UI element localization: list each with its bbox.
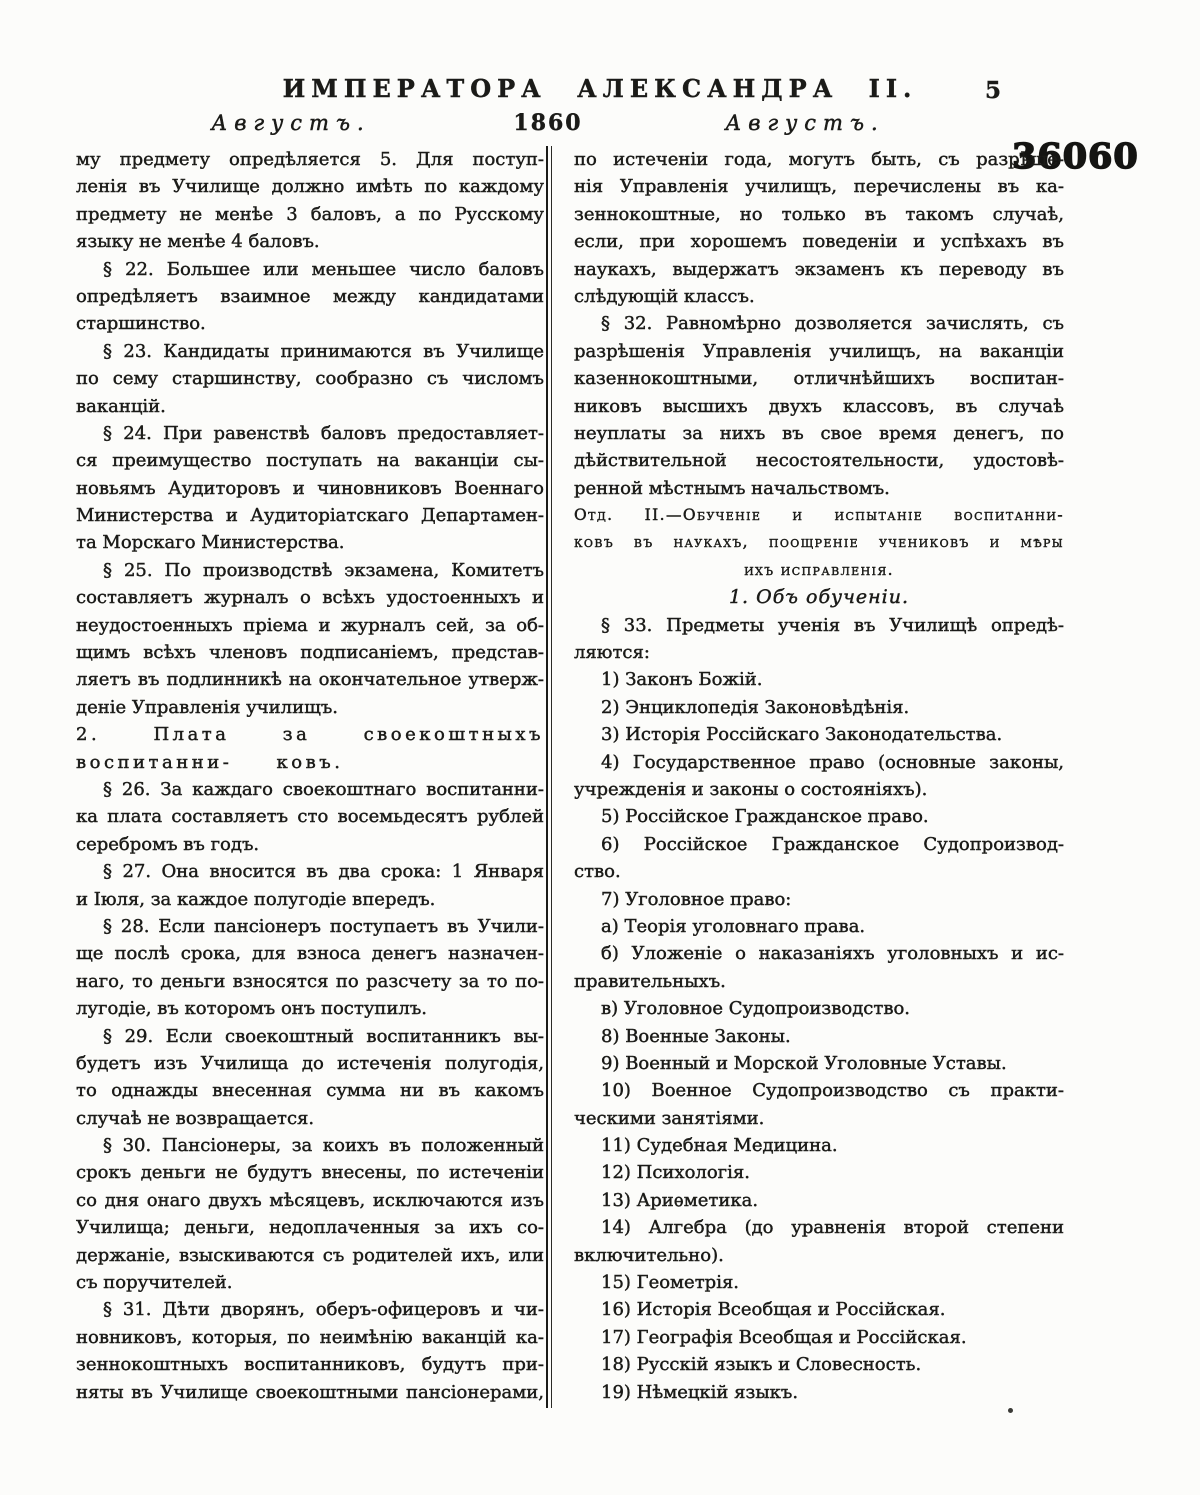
text-line: новниковъ, которыя, по неимѣнію ваканцій ка- bbox=[76, 1326, 544, 1348]
text-line: разрѣшенія Управленія училищъ, на ваканціи bbox=[574, 340, 1064, 362]
text-line: 9) Военный и Морской Уголовные Уставы. bbox=[601, 1052, 1007, 1074]
text-line: ваканцій. bbox=[76, 395, 166, 417]
text-line: ка плата составляетъ сто восемьдесятъ рублей bbox=[76, 806, 544, 828]
text-line: 13) Ариѳметика. bbox=[601, 1189, 759, 1211]
archive-stamp-number: 36060 bbox=[1012, 136, 1139, 177]
text-line: держаніе, взыскиваются съ родителей ихъ, или bbox=[76, 1244, 544, 1266]
text-line: съ поручителей. bbox=[76, 1272, 233, 1294]
text-line: му предмету опредѣляется 5. Для поступ- bbox=[76, 149, 544, 170]
text-line: правительныхъ. bbox=[574, 970, 726, 992]
text-line: а) Теорія уголовнаго права. bbox=[601, 915, 866, 937]
text-line: никовъ высшихъ двухъ классовъ, въ случаѣ bbox=[574, 395, 1064, 417]
text-line: § 29. Если своекоштный воспитанникъ вы- bbox=[103, 1025, 544, 1047]
text-line: 11) Судебная Медицина. bbox=[601, 1135, 838, 1157]
running-head-month-right: Августъ. bbox=[725, 111, 885, 135]
text-line: 15) Геометрія. bbox=[601, 1272, 740, 1294]
text-line: и Іюля, за каждое полугодіе впередъ. bbox=[76, 888, 436, 910]
text-line: 2. Плата за своекоштныхъ воспитанни- bbox=[76, 724, 544, 773]
text-line: языку не менѣе 4 баловъ. bbox=[76, 231, 320, 253]
text-line: серебромъ въ годъ. bbox=[76, 833, 260, 855]
text-line: 2) Энциклопедія Законовѣдѣнія. bbox=[601, 696, 910, 718]
text-line: новьямъ Аудиторовъ и чиновниковъ Военнаго bbox=[76, 477, 544, 499]
text-line: включительно). bbox=[574, 1244, 724, 1266]
text-line: ковъ въ наукахъ, поощреніе учениковъ и мѣры bbox=[574, 533, 1064, 552]
text-line: 17) Географія Всеобщая и Россійская. bbox=[601, 1326, 967, 1348]
text-line: неуплаты за нихъ въ свое время денегъ, по bbox=[574, 422, 1064, 444]
text-column-right bbox=[574, 146, 1064, 1406]
text-line: случаѣ не возвращается. bbox=[76, 1107, 315, 1129]
page-title: ИМПЕРАТОРА АЛЕКСАНДРА II. bbox=[282, 74, 918, 103]
text-line: то однажды внесенная сумма ни въ какомъ bbox=[76, 1080, 544, 1102]
text-line: няты въ Училище своекоштными пансіонерами, bbox=[76, 1381, 544, 1403]
text-line: наукахъ, выдержатъ экзаменъ къ переводу въ bbox=[574, 258, 1064, 280]
text-line: § 23. Кандидаты принимаются въ Училище bbox=[103, 340, 544, 362]
text-line: учрежденія и законы о состояніяхъ). bbox=[574, 778, 928, 800]
text-line: казеннокоштными, отличнѣйшихъ воспитан- bbox=[574, 368, 1064, 390]
text-line: ляетъ въ подлинникѣ на окончательное утверж- bbox=[76, 669, 544, 691]
text-line: ще послѣ срока, для взноса денегъ назначен- bbox=[76, 943, 544, 965]
column-divider-rule bbox=[546, 146, 552, 1408]
text-line: наго, то деньги взносятся по разсчету за то по- bbox=[76, 970, 544, 992]
text-line: 16) Исторія Всеобщая и Россійская. bbox=[601, 1299, 946, 1321]
text-line: слѣдующій классъ. bbox=[574, 285, 755, 307]
text-line: неудостоенныхъ пріема и журналъ сей, за об- bbox=[76, 614, 544, 636]
text-line: ство. bbox=[574, 861, 621, 883]
text-line: 7) Уголовное право: bbox=[601, 888, 792, 910]
text-line: та Морскаго Министерства. bbox=[76, 532, 345, 554]
text-line: ковъ. bbox=[276, 751, 344, 773]
text-line: деніе Управленія училищъ. bbox=[76, 696, 339, 718]
text-line: опредѣляетъ взаимное между кандидатами bbox=[76, 285, 544, 307]
text-line: зеннокоштныхъ воспитанниковъ, будутъ при- bbox=[76, 1354, 544, 1376]
text-line: 5) Россійское Гражданское право. bbox=[601, 806, 929, 828]
text-line: нія Управленія училищъ, перечислены въ ка- bbox=[574, 176, 1064, 198]
text-line: по истеченіи года, могутъ быть, съ разрѣше- bbox=[574, 149, 1064, 170]
text-line: ся преимущество поступать на ваканціи сы- bbox=[76, 450, 544, 472]
text-line: 1) Законъ Божій. bbox=[601, 669, 763, 691]
text-line: 4) Государственное право (основные законы, bbox=[601, 751, 1064, 773]
text-line: § 28. Если пансіонеръ поступаетъ въ Учили- bbox=[103, 915, 544, 937]
text-line: лугодіе, въ которомъ онъ поступилъ. bbox=[76, 998, 428, 1020]
text-line: щимъ всѣхъ членовъ подписаніемъ, представ- bbox=[76, 642, 544, 664]
text-line: 3) Исторія Россійскаго Законодательства. bbox=[601, 724, 1003, 746]
text-line: § 31. Дѣти дворянъ, оберъ-офицеровъ и чи- bbox=[103, 1299, 544, 1321]
text-line: § 33. Предметы ученія въ Училищѣ опредѣ- bbox=[601, 614, 1064, 636]
text-line: § 24. При равенствѣ баловъ предоставляет- bbox=[103, 422, 544, 444]
text-line: ческими занятіями. bbox=[574, 1107, 765, 1129]
text-line: 6) Россійское Гражданское Судопроизвод- bbox=[601, 833, 1064, 855]
text-line: 8) Военные Законы. bbox=[601, 1025, 791, 1047]
text-line: предмету не менѣе 3 баловъ, а по Русскому bbox=[76, 203, 544, 225]
text-line: Училища; деньги, недоплаченныя за ихъ со- bbox=[76, 1217, 544, 1239]
text-line: § 22. Большее или меньшее число баловъ bbox=[103, 258, 544, 280]
running-head-year: 1860 bbox=[513, 110, 583, 136]
text-line: 1. Объ обученіи. bbox=[728, 586, 910, 609]
text-line: составляетъ журналъ о всѣхъ удостоенныхъ и bbox=[76, 587, 544, 609]
text-line: ихъ исправленія. bbox=[744, 560, 894, 579]
text-line: б) Уложеніе о наказаніяхъ уголовныхъ и ис- bbox=[601, 943, 1064, 965]
text-line: зеннокоштные, но только въ такомъ случаѣ, bbox=[574, 203, 1064, 225]
text-line: 14) Алгебра (до уравненія второй степени bbox=[601, 1217, 1064, 1239]
text-line: § 32. Равномѣрно дозволяется зачислять, съ bbox=[601, 313, 1064, 335]
text-line: по сему старшинству, сообразно съ числомъ bbox=[76, 368, 544, 390]
text-line: Отд. II.—Обученіе и испытаніе воспитанни- bbox=[574, 506, 1064, 525]
text-line: ленія въ Училище должно имѣть по каждому bbox=[76, 176, 544, 198]
text-line: ренной мѣстнымъ начальствомъ. bbox=[574, 477, 890, 499]
text-line: 18) Русскій языкъ и Словесность. bbox=[601, 1354, 922, 1376]
text-line: старшинство. bbox=[76, 313, 206, 335]
text-line: § 30. Пансіонеры, за коихъ въ положенный bbox=[103, 1135, 544, 1157]
text-column-left bbox=[76, 146, 544, 1406]
text-line: со дня онаго двухъ мѣсяцевъ, исключаются изъ bbox=[76, 1189, 544, 1211]
text-line: ляются: bbox=[574, 642, 650, 664]
text-line: дѣйствительной несостоятельности, удостовѣ- bbox=[574, 450, 1064, 472]
ink-dot bbox=[1008, 1408, 1013, 1413]
page-number: 5 bbox=[985, 77, 1002, 104]
running-head-month-left: Августъ. bbox=[211, 111, 371, 135]
text-line: если, при хорошемъ поведеніи и успѣхахъ въ bbox=[574, 231, 1064, 253]
text-line: будетъ изъ Училища до истеченія полугодія, bbox=[76, 1052, 544, 1074]
text-line: § 25. По производствѣ экзамена, Комитетъ bbox=[103, 559, 544, 581]
text-line: в) Уголовное Судопроизводство. bbox=[601, 998, 911, 1020]
text-line: § 26. За каждаго своекоштнаго воспитанни- bbox=[103, 778, 544, 800]
text-line: 10) Военное Судопроизводство съ практи- bbox=[601, 1080, 1064, 1102]
text-line: 19) Нѣмецкій языкъ. bbox=[601, 1381, 799, 1403]
text-line: срокъ деньги не будутъ внесены, по истеченіи bbox=[76, 1162, 544, 1184]
text-line: Министерства и Аудиторіатскаго Департамен- bbox=[76, 505, 544, 527]
text-line: 12) Психологія. bbox=[601, 1162, 750, 1184]
text-line: § 27. Она вносится въ два срока: 1 Января bbox=[103, 861, 544, 883]
